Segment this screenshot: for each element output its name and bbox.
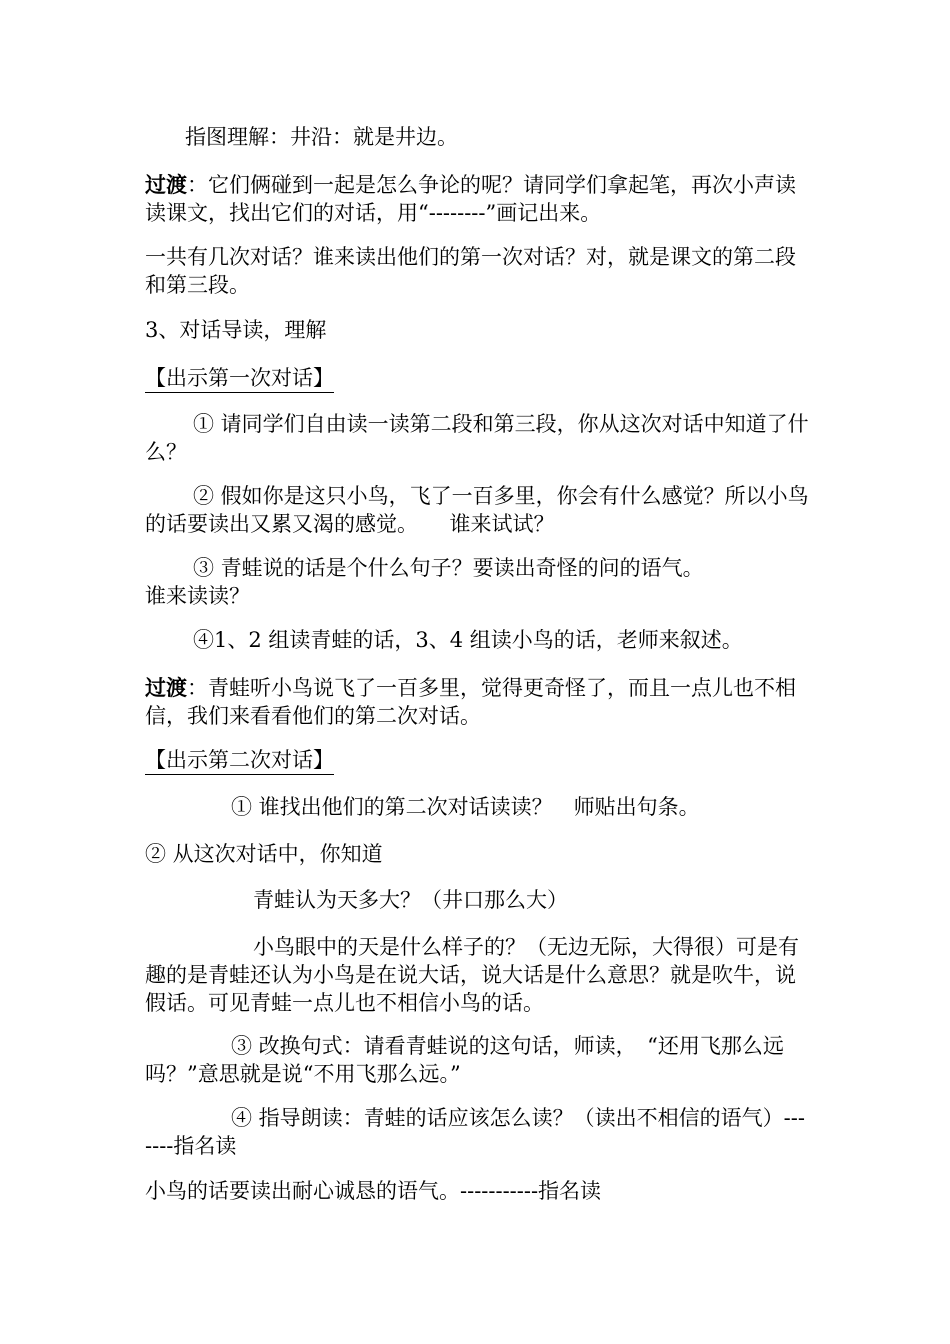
paragraph-transition-2 xyxy=(145,674,810,730)
step-3-line-1: ③ 青蛙说的话是个什么句子？要读出奇怪的问的语气。 xyxy=(193,556,704,580)
paragraph-step-1: ① 请同学们自由读一读第二段和第三段，你从这次对话中知道了什么？ xyxy=(145,412,809,464)
paragraph-bird-sky: 小鸟眼中的天是什么样子的？（无边无际，大得很）可是有趣的是青蛙还认为小鸟是在说大话，说大话是什么意思？就是吹牛，说假话。可见青蛙一点儿也不相信小鸟的话。 xyxy=(145,935,799,1015)
transition-text-2: ：青蛙听小鸟说飞了一百多里，觉得更奇怪了，而且一点儿也不相信，我们来看看他们的第二次对话。 xyxy=(145,676,796,728)
second-dialog-heading: 【出示第二次对话】 xyxy=(145,747,334,775)
paragraph-second-step-4: ④ 指导朗读：青蛙的话应该怎么读？（读出不相信的语气）-------指名读 xyxy=(145,1106,805,1158)
paragraph-dialog-count: 一共有几次对话？谁来读出他们的第一次对话？对，就是课文的第二段和第三段。 xyxy=(145,245,796,297)
paragraph-step-2: ② 假如你是这只小鸟，飞了一百多里，你会有什么感觉？所以小鸟的话要读出又累又渴的感觉。 谁来试试？ xyxy=(145,484,809,536)
paragraph-second-step-1: ① 谁找出他们的第二次对话读读？ 师贴出句条。 xyxy=(231,795,700,819)
paragraph-step-3 xyxy=(145,554,810,610)
paragraph-second-step-2: ② 从这次对话中，你知道 xyxy=(145,842,383,866)
first-dialog-heading: 【出示第一次对话】 xyxy=(145,365,334,393)
paragraph-second-step-3: ③ 改换句式：请看青蛙说的这句话，师读， “还用飞那么远吗？”意思就是说“不用飞那么远。” xyxy=(145,1034,784,1086)
paragraph-transition-1 xyxy=(145,171,810,227)
paragraph-bird-reading: 小鸟的话要读出耐心诚恳的语气。-----------指名读 xyxy=(145,1179,602,1203)
second-dialog-heading-line xyxy=(145,746,810,775)
step-3-line-2: 谁来读读？ xyxy=(145,584,250,608)
section-heading-dialog-reading: 3、对话导读，理解 xyxy=(145,318,327,342)
paragraph-frog-sky: 青蛙认为天多大？（井口那么大） xyxy=(253,888,568,912)
transition-label-2: 过渡 xyxy=(145,676,187,700)
transition-label: 过渡 xyxy=(145,173,187,197)
paragraph-well-edge: 指图理解：井沿：就是井边。 xyxy=(185,125,458,149)
first-dialog-heading-line xyxy=(145,364,810,393)
paragraph-step-4: ④1、2 组读青蛙的话，3、4 组读小鸟的话，老师来叙述。 xyxy=(193,628,743,652)
transition-text: ：它们俩碰到一起是怎么争论的呢？请同学们拿起笔，再次小声读读课文，找出它们的对话，用“--------”画记出来。 xyxy=(145,173,796,225)
